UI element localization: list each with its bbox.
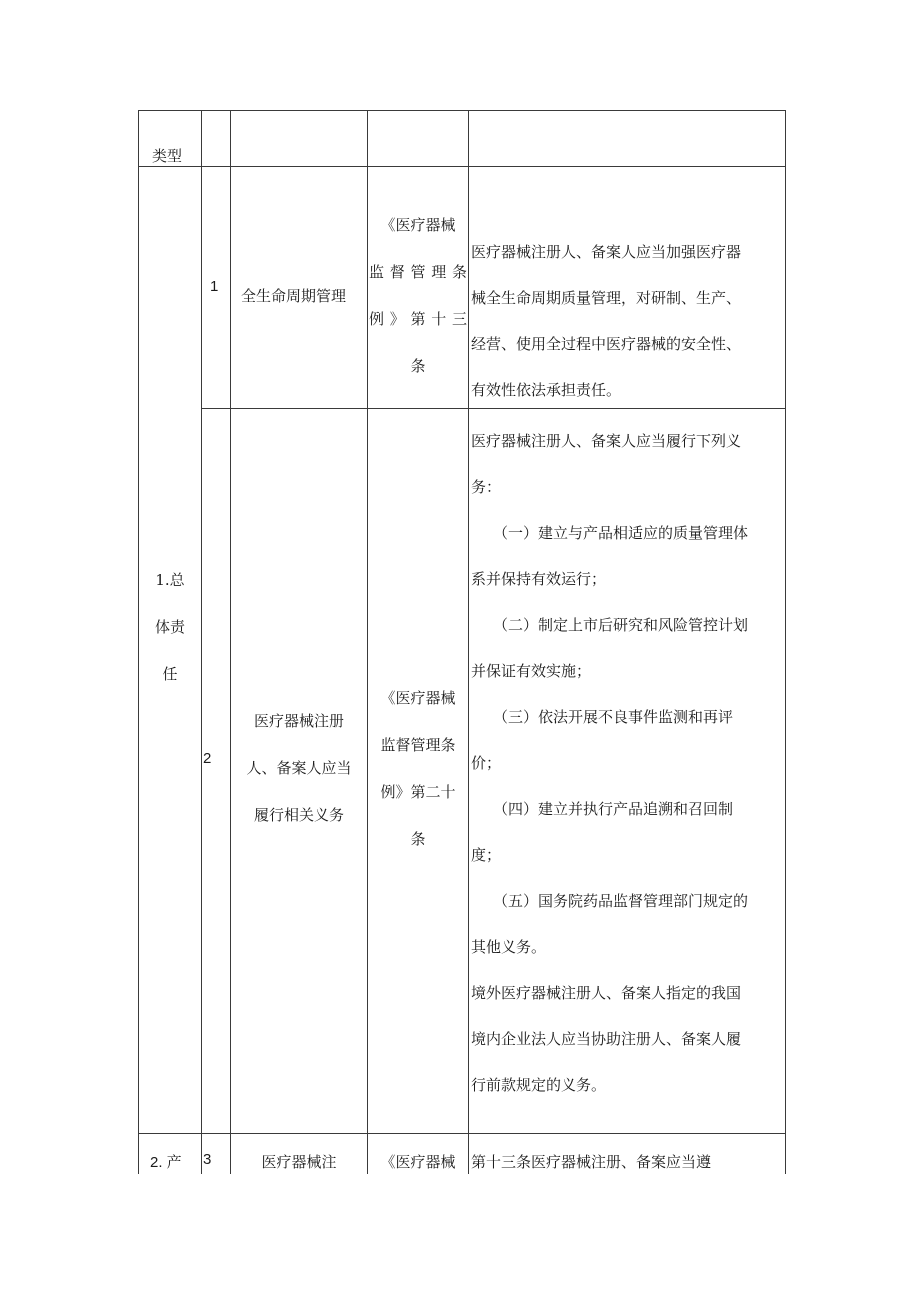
content-line: （五）国务院药品监督管理部门规定的 bbox=[493, 892, 749, 910]
item-name bbox=[232, 698, 366, 839]
content-line: （二）制定上市后研究和风险管控计划 bbox=[493, 616, 749, 634]
category-line: 任 bbox=[162, 665, 178, 683]
legal-basis: 《医疗器械 bbox=[380, 1153, 456, 1171]
column-divider bbox=[138, 110, 139, 1174]
content-line: 度； bbox=[471, 846, 502, 864]
row-divider bbox=[138, 110, 786, 111]
content-line: 行前款规定的义务。 bbox=[471, 1076, 607, 1094]
category-line: 1.总 bbox=[155, 571, 185, 589]
basis-line: 例》第二十 bbox=[380, 783, 456, 801]
content-line: （一）建立与产品相适应的质量管理体 bbox=[493, 524, 749, 542]
content-line: 械全生命周期质量管理，对研制、生产、 bbox=[471, 289, 742, 307]
category-cell bbox=[140, 557, 200, 698]
column-divider bbox=[468, 110, 469, 1174]
content-line: 系并保持有效运行； bbox=[471, 570, 607, 588]
legal-basis bbox=[369, 202, 467, 390]
content-text bbox=[471, 418, 783, 1108]
basis-line: 监督管理条 bbox=[369, 263, 467, 281]
header-type-label: 类型 bbox=[152, 147, 183, 165]
item-name: 医疗器械注 bbox=[261, 1153, 337, 1171]
basis-line: 例》第十三 bbox=[369, 310, 467, 328]
content-text: 第十三条医疗器械注册、备案应当遵 bbox=[471, 1153, 712, 1171]
item-line: 履行相关义务 bbox=[253, 806, 344, 824]
legal-basis bbox=[369, 675, 467, 863]
column-divider bbox=[230, 110, 231, 1174]
row-number: 3 bbox=[203, 1151, 212, 1168]
content-line: 医疗器械注册人、备案人应当履行下列义 bbox=[471, 432, 742, 450]
category-line: 体责 bbox=[154, 618, 185, 636]
basis-line: 条 bbox=[410, 357, 426, 375]
basis-line: 监督管理条 bbox=[380, 736, 456, 754]
content-line: （四）建立并执行产品追溯和召回制 bbox=[493, 800, 734, 818]
column-divider bbox=[201, 110, 202, 1174]
content-line: 医疗器械注册人、备案人应当加强医疗器 bbox=[471, 243, 742, 261]
row-divider bbox=[138, 166, 786, 167]
column-divider bbox=[367, 110, 368, 1174]
row-divider bbox=[138, 1133, 786, 1134]
basis-line: 《医疗器械 bbox=[380, 689, 456, 707]
content-line: 并保证有效实施； bbox=[471, 662, 592, 680]
basis-line: 条 bbox=[410, 830, 426, 848]
content-line: 价； bbox=[471, 754, 502, 772]
item-line: 人、备案人应当 bbox=[246, 759, 352, 777]
category-cell: 2. 产 bbox=[150, 1154, 182, 1171]
item-name: 全生命周期管理 bbox=[241, 287, 347, 305]
item-line: 医疗器械注册 bbox=[253, 712, 344, 730]
content-line: 其他义务。 bbox=[471, 938, 547, 956]
content-line: 务： bbox=[471, 478, 502, 496]
content-line: 经营、使用全过程中医疗器械的安全性、 bbox=[471, 335, 742, 353]
content-line: （三）依法开展不良事件监测和再评 bbox=[493, 708, 734, 726]
row-number: 1 bbox=[210, 278, 219, 295]
content-text bbox=[471, 229, 783, 413]
row-number: 2 bbox=[203, 750, 212, 767]
content-line: 境内企业法人应当协助注册人、备案人履 bbox=[471, 1030, 742, 1048]
content-line: 有效性依法承担责任。 bbox=[471, 381, 622, 399]
content-line: 境外医疗器械注册人、备案人指定的我国 bbox=[471, 984, 742, 1002]
column-divider bbox=[785, 110, 786, 1174]
basis-line: 《医疗器械 bbox=[380, 216, 456, 234]
